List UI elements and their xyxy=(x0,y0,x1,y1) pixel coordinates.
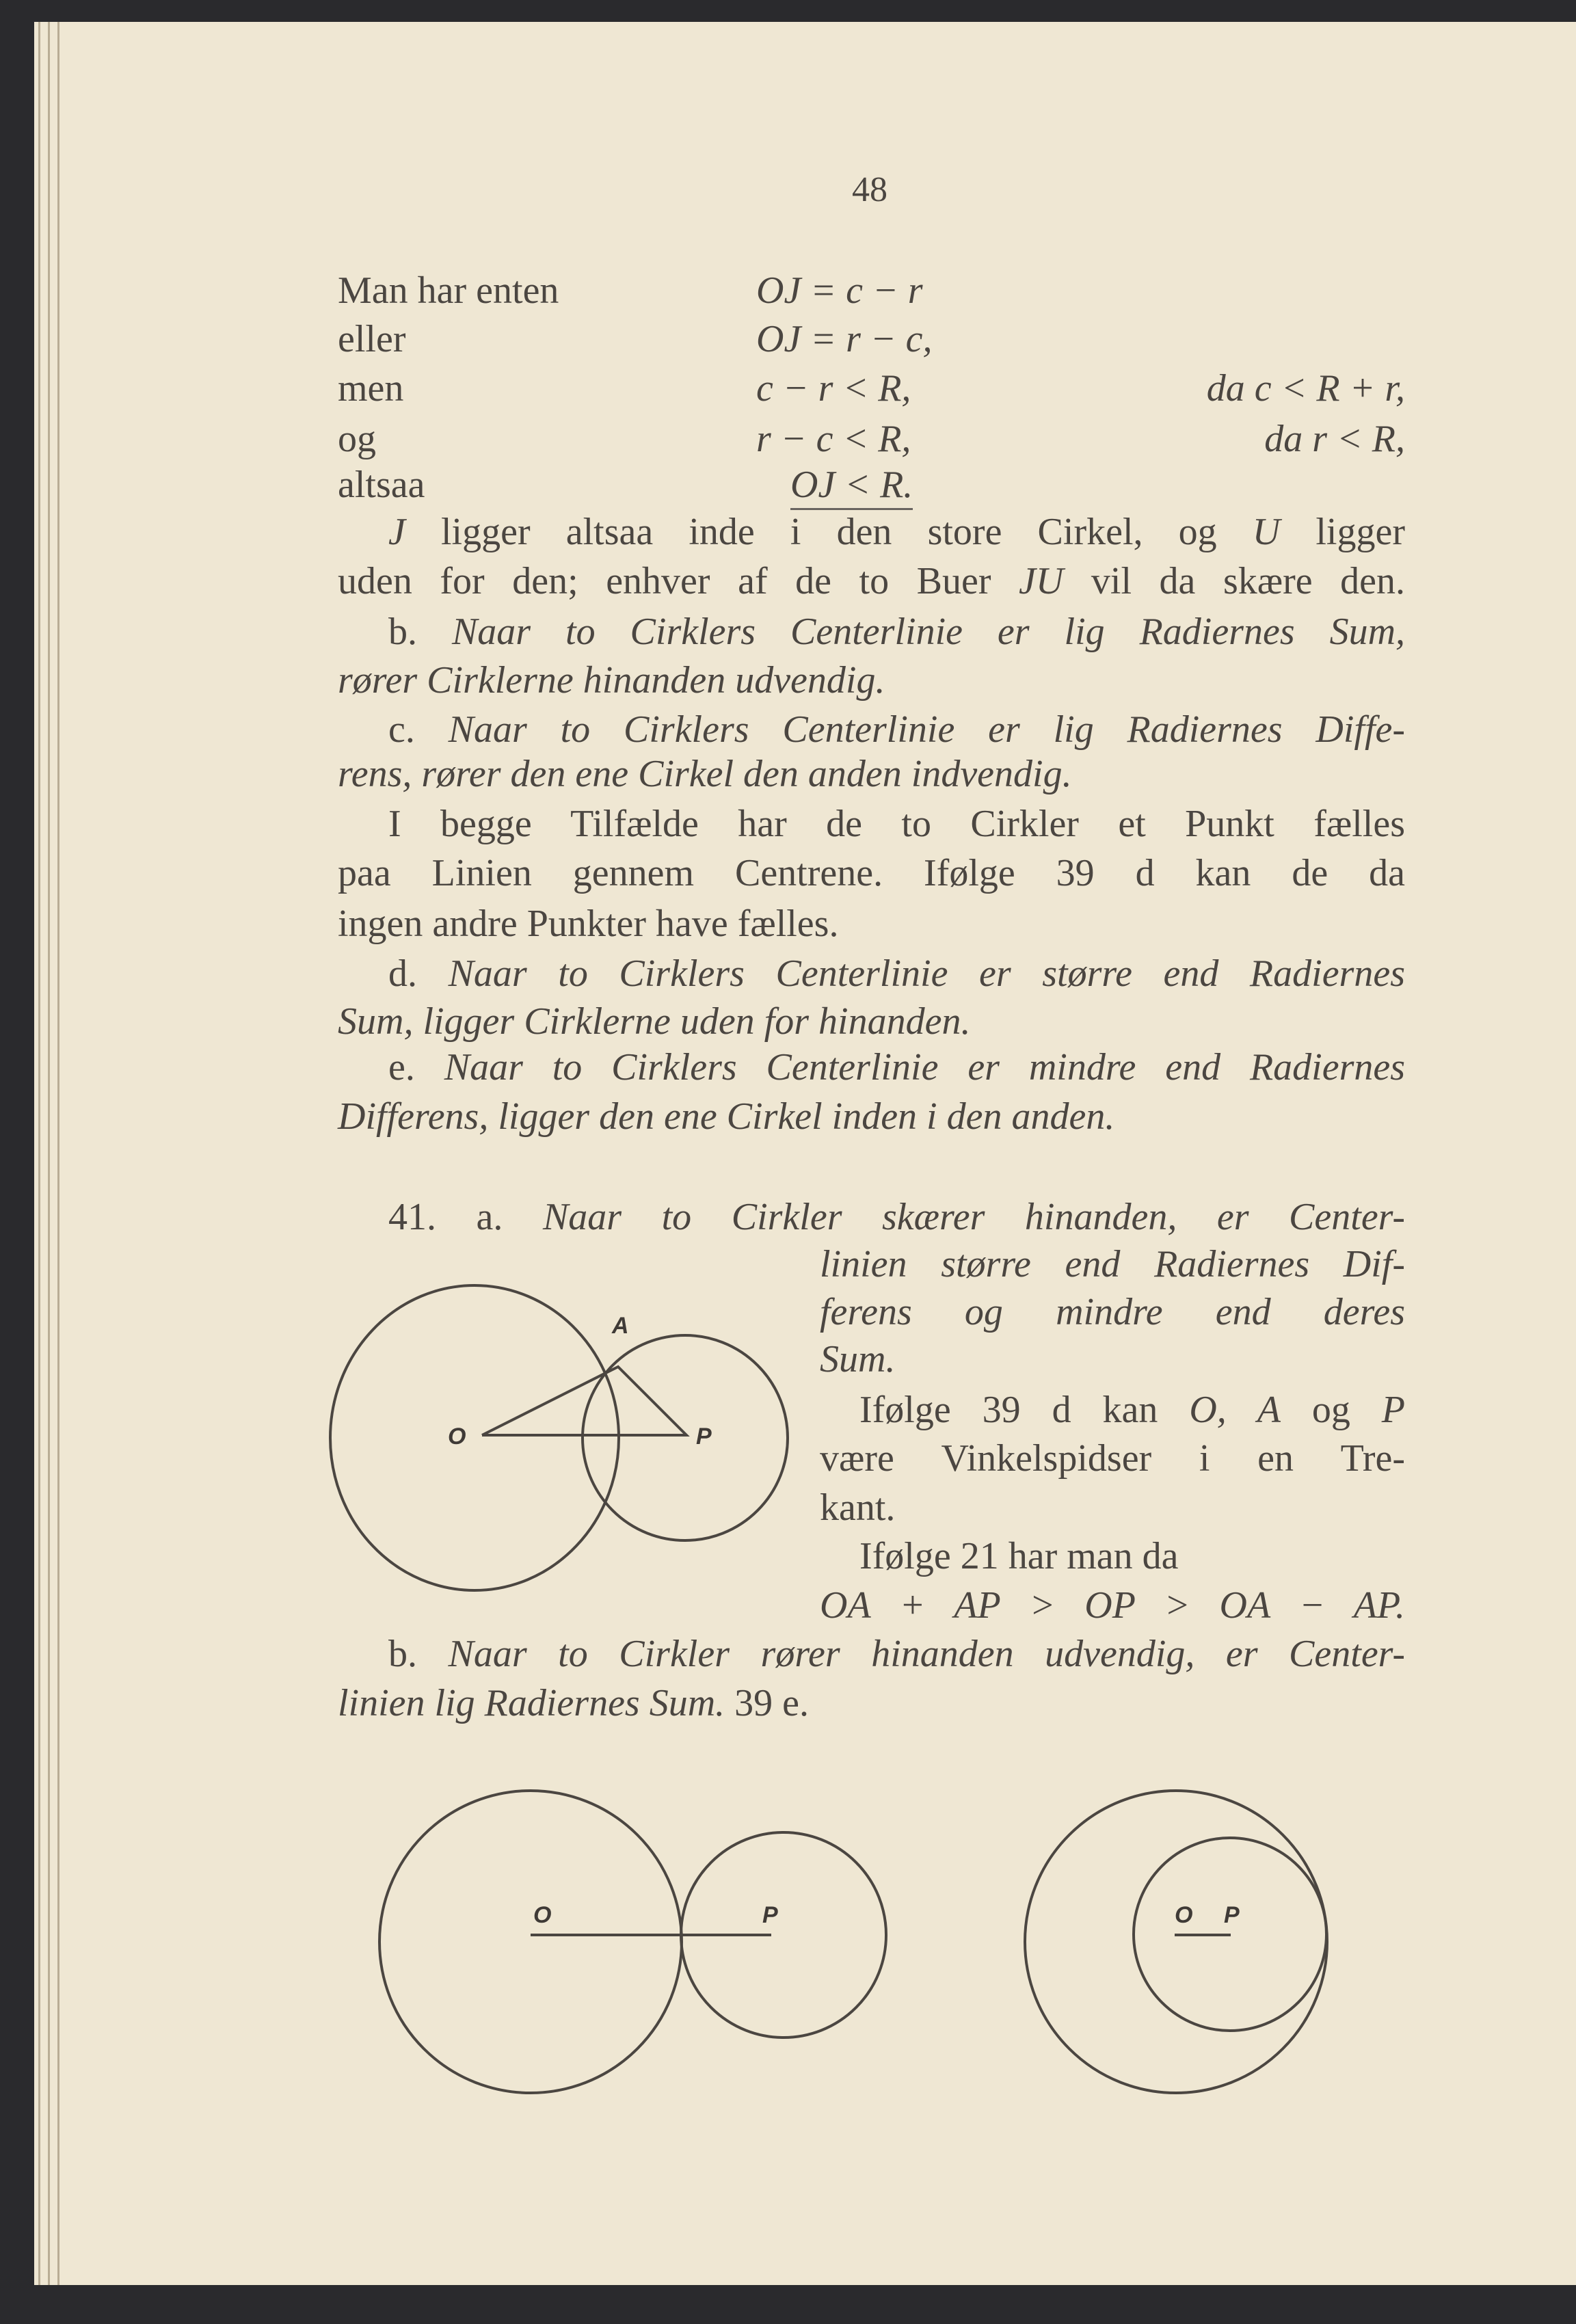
text-segment: ferens og mindre end deres xyxy=(820,1291,1405,1333)
circle-o xyxy=(379,1791,682,2093)
text-segment: paa Linien gennem Centrene. Ifølge 39 d kan de da xyxy=(338,852,1405,894)
text-segment: e. xyxy=(388,1046,444,1088)
math-note: da c < R + r, xyxy=(1206,367,1405,410)
text-segment: Sum. xyxy=(820,1338,896,1380)
text-segment: O, A xyxy=(1189,1389,1281,1431)
text-segment: Ifølge 21 har man da xyxy=(859,1535,1179,1577)
math-note: da r < R, xyxy=(1264,418,1405,460)
label-a: A xyxy=(612,1313,629,1339)
math-equation: r − c < R, xyxy=(756,418,911,460)
text-segment: være Vinkelspidser i en Tre- xyxy=(820,1437,1405,1480)
label-p: P xyxy=(696,1424,712,1450)
figure-intersecting-circles xyxy=(330,1285,788,1590)
text-segment: Ifølge 39 d kan xyxy=(859,1389,1190,1431)
label-p: P xyxy=(762,1902,778,1928)
text-segment: linien større end Radiernes Dif- xyxy=(820,1243,1405,1285)
text-segment: U xyxy=(1252,511,1281,553)
math-label: og xyxy=(338,418,376,460)
label-o: O xyxy=(448,1424,466,1450)
label-o: O xyxy=(533,1902,552,1928)
text-segment: J xyxy=(388,511,405,553)
text-segment: OA + AP > OP > OA − AP. xyxy=(820,1584,1405,1627)
page-number: 48 xyxy=(852,170,887,209)
text-segment: kant. xyxy=(820,1486,896,1529)
label-p: P xyxy=(1224,1902,1240,1928)
text-segment: b. xyxy=(388,611,452,653)
text-segment: 39 e. xyxy=(725,1682,810,1724)
circle-o xyxy=(1025,1791,1327,2093)
text-segment: I begge Tilfælde har de to Cirkler et Punkt fælles xyxy=(388,803,1405,845)
text-segment: vil da skære den. xyxy=(1063,560,1405,602)
text-segment: Naar to Cirklers Centerlinie er lig Radiernes Diffe- xyxy=(448,708,1406,751)
text-segment: JU xyxy=(1019,560,1064,602)
text-segment: uden for den; enhver af de to Buer xyxy=(338,560,1019,602)
math-label: altsaa xyxy=(338,464,425,506)
text-segment: Naar to Cirklers Centerlinie er lig Radiernes Sum, xyxy=(451,611,1406,653)
math-equation: c − r < R, xyxy=(756,367,911,410)
text-segment: ligger xyxy=(1280,511,1405,553)
text-segment: d. xyxy=(388,952,449,995)
text-segment: linien lig Radiernes Sum. xyxy=(338,1682,725,1724)
math-equation: OJ < R. xyxy=(790,460,913,510)
circle-p xyxy=(583,1335,788,1540)
label-o: O xyxy=(1175,1902,1193,1928)
text-segment: Differens, ligger den ene Cirkel inden i den anden. xyxy=(338,1095,1115,1138)
text-segment: og xyxy=(1280,1389,1382,1431)
text-segment: Naar to Cirkler rører hinanden udvendig, er Center- xyxy=(448,1633,1405,1675)
text-segment: ligger altsaa inde i den store Cirkel, og xyxy=(405,511,1253,553)
math-label: Man har enten xyxy=(338,269,559,312)
text-segment: c. xyxy=(388,708,449,751)
figure-external-tangent xyxy=(379,1791,886,2093)
math-equation: OJ = c − r xyxy=(756,269,923,312)
text-segment: ingen andre Punkter have fælles. xyxy=(338,903,839,945)
figure-internal-tangent xyxy=(1025,1791,1327,2093)
text-segment: Naar to Cirklers Centerlinie er større end Radiernes xyxy=(448,952,1405,995)
text-segment: P xyxy=(1381,1389,1405,1431)
text-segment: b. xyxy=(388,1633,449,1675)
text-segment: Naar to Cirkler skærer hinanden, er Center- xyxy=(542,1196,1405,1238)
math-equation: OJ = r − c, xyxy=(756,318,933,360)
math-label: eller xyxy=(338,318,406,360)
text-segment: 41. a. xyxy=(388,1196,543,1238)
text-segment: Sum, ligger Cirklerne uden for hinanden. xyxy=(338,1000,971,1043)
text-segment: rens, rører den ene Cirkel den anden indvendig. xyxy=(338,753,1072,795)
math-label: men xyxy=(338,367,404,410)
text-segment: rører Cirklerne hinanden udvendig. xyxy=(338,659,885,702)
circle-o xyxy=(330,1285,619,1590)
text-segment: Naar to Cirklers Centerlinie er mindre end Radiernes xyxy=(444,1046,1406,1088)
